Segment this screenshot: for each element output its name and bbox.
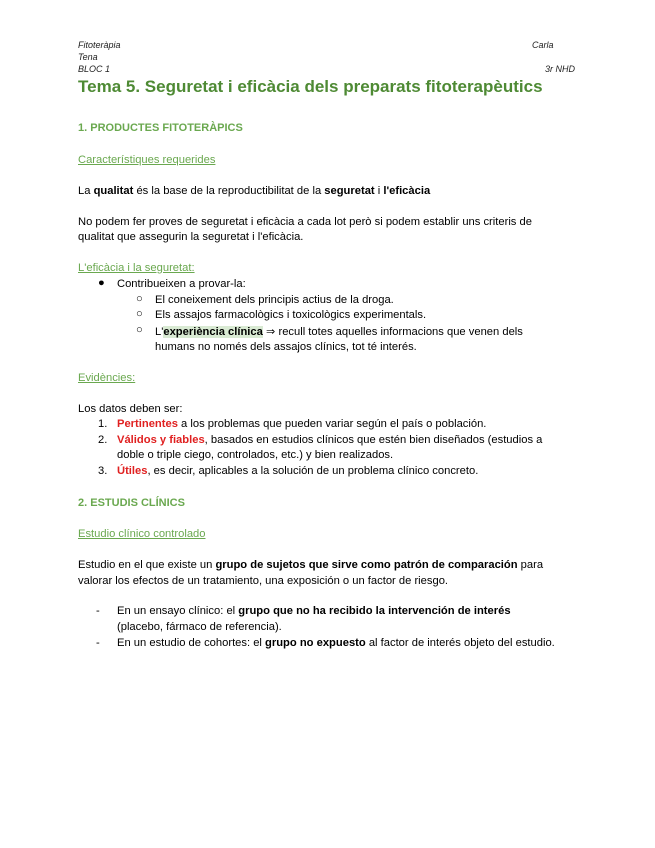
paragraph-batches-line2: qualitat que assegurin la seguretat i l'eficàcia. — [78, 231, 304, 243]
list-item-clinical-experience: L'experiència clínica ⇒ recull totes aquelles informacions que venen dels — [155, 326, 523, 338]
list-item-pharmacological-trials: Els assajos farmacològics i toxicològics experimentals. — [155, 309, 427, 321]
highlight-clinical-experience: experiència clínica — [163, 326, 263, 338]
bullet-circle-icon: ○ — [136, 324, 143, 336]
list-item-active-principles: El coneixement dels principis actius de la droga. — [155, 294, 394, 306]
paragraph-quality: La qualitat és la base de la reproductibilitat de la seguretat i l'eficàcia — [78, 185, 431, 197]
bullet-dot-icon: ● — [98, 277, 105, 289]
number-marker-2: 2. — [98, 434, 108, 446]
paragraph-batches-line1: No podem fer proves de seguretat i eficàcia a cada lot però si podem establir uns criteris de — [78, 216, 532, 228]
paragraph-data-must-be: Los datos deben ser: — [78, 403, 183, 415]
header-course: 3r NHD — [545, 64, 576, 74]
section-heading-1: 1. PRODUCTES FITOTERÀPICS — [78, 122, 243, 134]
subheading-controlled-study: Estudio clínico controlado — [78, 528, 206, 540]
bullet-circle-icon: ○ — [136, 293, 143, 305]
numbered-item-valid-line2: doble o triple ciego, controlados, etc.) y bien realizados. — [117, 449, 394, 461]
dash-marker: - — [96, 605, 100, 617]
bullet-contribute: Contribueixen a provar-la: — [117, 278, 246, 290]
list-item-clinical-experience-line2: humans no només dels assajos clínics, tot té interés. — [155, 341, 417, 353]
dash-item-clinical-trial: En un ensayo clínico: el grupo que no ha recibido la intervención de interés — [117, 605, 511, 617]
header-author-name: Carla — [532, 40, 554, 50]
subheading-required-characteristics: Característiques requerides — [78, 154, 216, 166]
number-marker-3: 3. — [98, 465, 108, 477]
subheading-efficacy-safety: L'eficàcia i la seguretat: — [78, 262, 195, 274]
numbered-item-valid: Válidos y fiables, basados en estudios clínicos que estén bien diseñados (estudios a — [117, 434, 543, 446]
paragraph-controlled-study-line1: Estudio en el que existe un grupo de sujetos que sirve como patrón de comparación para — [78, 559, 544, 571]
header-subject: Fitoteràpia — [78, 40, 121, 50]
subheading-evidence: Evidències: — [78, 372, 136, 384]
numbered-item-pertinent: Pertinentes a los problemas que pueden variar según el país o población. — [117, 418, 487, 430]
dash-marker: - — [96, 637, 100, 649]
paragraph-controlled-study-line2: valorar los efectos de un tratamiento, una exposición o un factor de riesgo. — [78, 575, 449, 587]
bullet-circle-icon: ○ — [136, 308, 143, 320]
numbered-item-useful: Útiles, es decir, aplicables a la solución de un problema clínico concreto. — [117, 465, 479, 477]
header-author-surname: Tena — [78, 52, 98, 62]
dash-item-cohort-study: En un estudio de cohortes: el grupo no expuesto al factor de interés objeto del estudio. — [117, 637, 555, 649]
page-title: Tema 5. Seguretat i eficàcia dels preparats fitoterapèutics — [78, 77, 543, 96]
number-marker-1: 1. — [98, 418, 108, 430]
header-block: BLOC 1 — [78, 64, 111, 74]
section-heading-2: 2. ESTUDIS CLÍNICS — [78, 497, 185, 509]
dash-item-clinical-trial-line2: (placebo, fármaco de referencia). — [117, 621, 282, 633]
